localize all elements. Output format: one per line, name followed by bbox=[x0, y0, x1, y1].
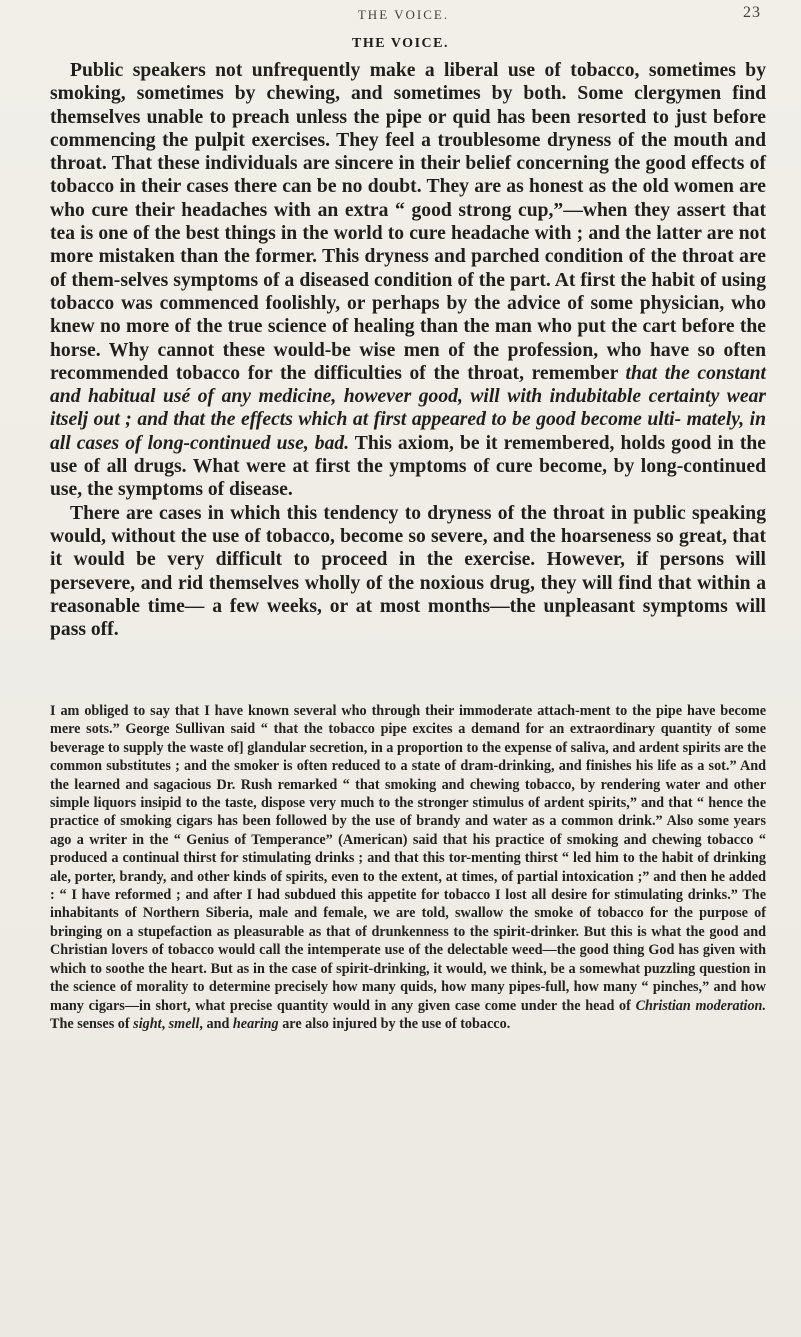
page-number: 23 bbox=[743, 4, 761, 21]
running-head-title: THE VOICE. bbox=[357, 7, 450, 22]
footnote-text-a: I am obliged to say that I have known several who through their immoderate attach-ment to the pipe have become mere sots.” George Sullivan said “ that the tobacco pipe excites a demand for an extraordinary quantity of some beverage to supply the waste of] glandular secretion, in a proportion to the expense of saliva, and ardent spirits are the common substitutes ; and the smoker is often reduced to a state of dram-drinking, and finishes his life as a sot.” And the learned and sagacious Dr. Rush remarked “ that smoking and chewing tobacco, by rendering water and other simple liquors insipid to the taste, dispose very much to the stronger stimulus of ardent spirits,” and that “ hence the practice of smoking cigars has been followed by the use of brandy and water as a common drink.” Also some years ago a writer in the “ Genius of Temperance” (American) said that his practice of smoking and chewing tobacco “ produced a continual thirst for stimulating drinks ; and that this tor-menting thirst “ led him to the habit of drinking ale, porter, brandy, and other kinds of spirits, even to the extent, at times, of partial intoxication ;” and then he added : “ I have reformed ; and after I had subdued this appetite for tobacco I lost all desire for stimulating drinks.” The inhabitants of Northern Siberia, male and female, we are told, swallow the smoke of tobacco for the purpose of bringing on a stupefaction as pleasurable as that of drunkenness to the spirit-drinker. But this is what the good and Christian lovers of tobacco would call the intemperate use of the delectable weed—the good thing God has given with which to soothe the heart. But as in the case of spirit-drinking, it would, we think, be a somewhat puzzling question in the science of morality to determine precisely how many quids, how many pipes-full, how many “ pinches,” and how many cigars—in short, what precise quantity would in any given case come under the head of bbox=[50, 703, 766, 1014]
footnote-italic-christian-moderation: Christian moderation. bbox=[635, 997, 766, 1014]
footnote-italic-sight: sight bbox=[133, 1015, 162, 1032]
footnote-italic-smell: smell bbox=[168, 1015, 200, 1032]
footnote-paragraph bbox=[50, 702, 766, 1033]
paragraph-1-italic-axiom: that the constant and habitual usé of any medicine, however good, will with indubitable certainty wear itselj out ; and that the effects which at first appeared to be good become ulti- mately, in all cases of long-continued use, bad. bbox=[50, 362, 766, 454]
paragraph-1-text-b: This axiom, be it remembered, holds good in the use of all drugs. What were at first the ymptoms of cure become, by long-continued use, the symptoms of disease. bbox=[50, 432, 766, 501]
footnote-italic-hearing: hearing bbox=[232, 1015, 279, 1032]
footnote-text bbox=[50, 702, 766, 1033]
section-title: THE VOICE. bbox=[352, 36, 449, 51]
paragraph-1 bbox=[50, 59, 766, 502]
paragraph-2: There are cases in which this tendency to dryness of the throat in public speaking would, without the use of tobacco, become so severe, and the hoarseness so great, that it would be very difficult to proceed in the exercise. However, if persons will persevere, and rid themselves wholly of the noxious drug, they will find that within a reasonable time— a few weeks, or at most months—the unpleasant symptoms will pass off. bbox=[50, 502, 766, 641]
footnote-text-b: The senses of bbox=[50, 1015, 134, 1032]
paragraph-1-text-a: Public speakers not unfrequently make a liberal use of tobacco, sometimes by smoking, sometimes by chewing, and sometimes by both. Some clergymen find themselves unable to preach unless the pipe or quid has been resorted to just before commencing the pulpit exercises. They feel a troublesome dryness of the mouth and throat. That these individuals are sincere in their belief concerning the good effects of tobacco in their cases there can be no doubt. They are as honest as the old women are who cure their headaches with an extra “ good strong cup,”—when they assert that tea is one of the best things in the world to cure headache with ; and the latter are not more mistaken than the former. This dryness and parched condition of the throat are of them-selves symptoms of a diseased condition of the part. At first the habit of using tobacco was commenced foolishly, or perhaps by the advice of some physician, who knew no more of the true science of healing than the man who put the cart before the horse. Why cannot these would-be wise men of the profession, who have so often recommended tobacco for the difficulties of the throat, remember bbox=[50, 60, 766, 384]
footnote-text-e: are also injured by the use of tobacco. bbox=[278, 1015, 511, 1032]
running-head bbox=[46, 4, 761, 26]
footnote-text-c: , bbox=[161, 1015, 169, 1032]
footnote-text-d: , and bbox=[199, 1015, 233, 1032]
main-text bbox=[50, 59, 766, 641]
